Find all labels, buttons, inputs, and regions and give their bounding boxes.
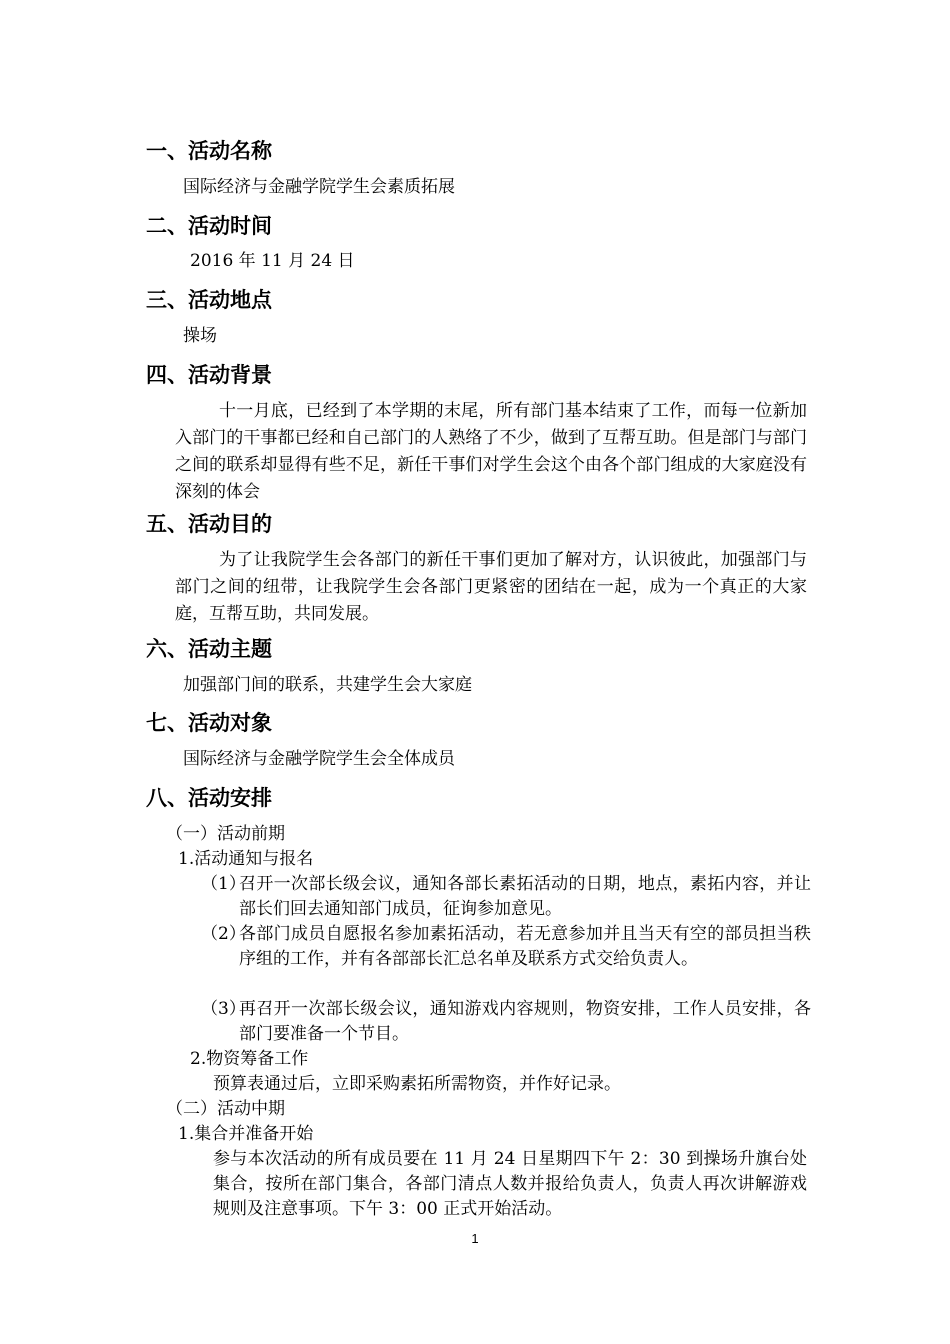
list-item-text: 召开一次部长级会议，通知各部长素拓活动的日期，地点，素拓内容，并让部长们回去通知部门成员，征询参加意见。	[239, 874, 811, 919]
section-heading-activity-theme: 六、活动主题	[146, 637, 272, 661]
list-item-text: 再召开一次部长级会议，通知游戏内容规则，物资安排，工作人员安排，各部门要准备一个节目。	[239, 999, 811, 1044]
section-heading-activity-participants: 七、活动对象	[146, 711, 272, 735]
phase-pre-activity-title: （一）活动前期	[166, 824, 285, 844]
section-heading-activity-schedule: 八、活动安排	[146, 786, 272, 810]
activity-background-paragraph: 十一月底，已经到了本学期的末尾，所有部门基本结束了工作，而每一位新加入部门的干事都已经和自己部门的人熟络了不少，做到了互帮互助。但是部门与部门之间的联系却显得有些不足，新任干事们对学生会这个由各个部门组成的大家庭没有深刻的体会	[175, 401, 807, 502]
materials-preparation-text: 预算表通过后，立即采购素拓所需物资，并作好记录。	[213, 1074, 621, 1094]
list-item	[201, 922, 811, 997]
list-item	[201, 872, 811, 922]
assembly-start-paragraph	[213, 1147, 807, 1222]
list-item-text: 各部门成员自愿报名参加素拓活动，若无意参加并且当天有空的部员担当秩序组的工作，并有各部部长汇总名单及联系方式交给负责人。	[239, 924, 811, 969]
activity-participants-text: 国际经济与金融学院学生会全体成员	[183, 749, 455, 769]
list-item-number: （1）	[201, 874, 246, 894]
assembly-start-text: 参与本次活动的所有成员要在 11 月 24 日星期四下午 2：30 到操场升旗台处集合，按所在部门集合，各部门清点人数并报给负责人，负责人再次讲解游戏规则及注意事项。下午 3：00 正式开始活动。	[213, 1149, 807, 1219]
section-heading-activity-location: 三、活动地点	[146, 288, 272, 312]
section-heading-activity-purpose: 五、活动目的	[146, 512, 272, 536]
page-number: 1	[471, 1231, 479, 1246]
materials-preparation-title: 2.物资筹备工作	[190, 1049, 309, 1069]
list-item-number: （3）	[201, 999, 246, 1019]
section-heading-activity-time: 二、活动时间	[146, 214, 272, 238]
notification-registration-title: 1.活动通知与报名	[178, 849, 314, 869]
list-item	[201, 997, 811, 1047]
phase-mid-activity-title: （二）活动中期	[166, 1099, 285, 1119]
activity-theme-text: 加强部门间的联系，共建学生会大家庭	[183, 675, 472, 695]
section-heading-activity-background: 四、活动背景	[146, 363, 272, 387]
section-heading-activity-name: 一、活动名称	[146, 139, 272, 163]
assembly-start-title: 1.集合并准备开始	[178, 1124, 314, 1144]
activity-name-text: 国际经济与金融学院学生会素质拓展	[183, 177, 455, 197]
activity-purpose-paragraph: 为了让我院学生会各部门的新任干事们更加了解对方，认识彼此，加强部门与部门之间的纽带，让我院学生会各部门更紧密的团结在一起，成为一个真正的大家庭，互帮互助，共同发展。	[175, 550, 807, 624]
list-item-number: （2）	[201, 924, 246, 944]
activity-location-text: 操场	[183, 326, 217, 346]
activity-time-text: 2016 年 11 月 24 日	[190, 251, 355, 271]
